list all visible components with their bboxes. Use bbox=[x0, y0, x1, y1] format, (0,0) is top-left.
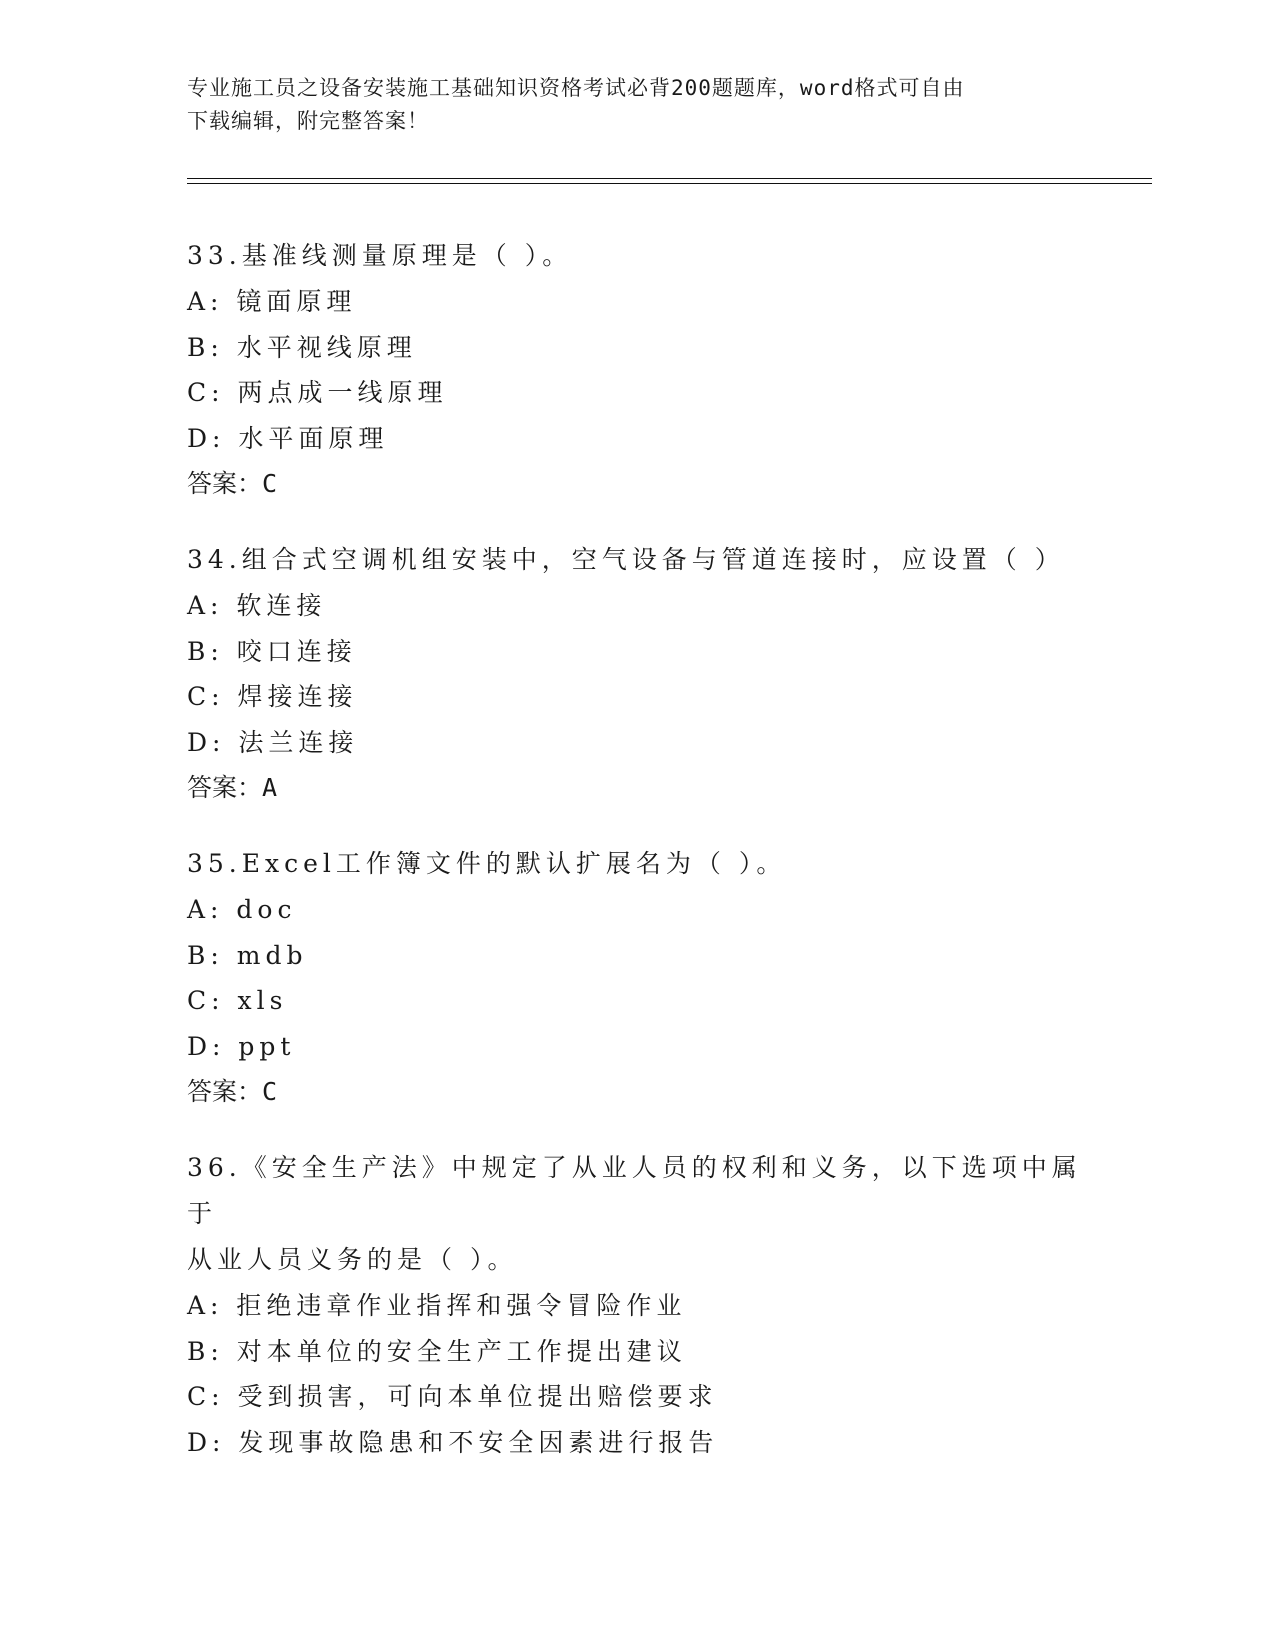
answer-value: A bbox=[262, 773, 278, 802]
header-divider-top bbox=[187, 178, 1152, 179]
answer-label: 答案： bbox=[187, 469, 263, 498]
question-text-line-2: 从业人员义务的是（ ）。 bbox=[187, 1245, 518, 1274]
question-35 bbox=[187, 841, 1087, 1114]
option-b: B: 咬口连接 bbox=[187, 636, 357, 666]
answer-value: C bbox=[262, 469, 278, 498]
question-text: 35.Excel工作簿文件的默认扩展名为（ ）。 bbox=[187, 849, 787, 878]
option-c: C: 两点成一线原理 bbox=[187, 378, 448, 407]
document-header bbox=[187, 72, 1087, 138]
option-b: B: 对本单位的安全生产工作提出建议 bbox=[187, 1336, 687, 1366]
question-text: 33.基准线测量原理是（ ）。 bbox=[187, 241, 573, 270]
option-c: C: xls bbox=[187, 986, 288, 1015]
answer-label: 答案： bbox=[187, 1077, 263, 1106]
option-d: D: 法兰连接 bbox=[187, 727, 359, 757]
question-text: 34.组合式空调机组安装中，空气设备与管道连接时，应设置（ ） bbox=[187, 545, 1065, 574]
option-a: A: 镜面原理 bbox=[187, 287, 357, 316]
option-a: A: 软连接 bbox=[187, 591, 327, 620]
answer-label: 答案： bbox=[187, 773, 263, 802]
option-d: D: ppt bbox=[187, 1031, 296, 1061]
option-c: C: 焊接连接 bbox=[187, 682, 358, 711]
option-d: D: 水平面原理 bbox=[187, 423, 389, 453]
answer-line bbox=[187, 765, 1087, 810]
option-a: A: 拒绝违章作业指挥和强令冒险作业 bbox=[187, 1291, 687, 1320]
header-line-2: 下载编辑，附完整答案！ bbox=[187, 109, 429, 133]
question-33 bbox=[187, 233, 1087, 506]
header-divider-bottom bbox=[187, 183, 1152, 184]
question-36 bbox=[187, 1145, 1087, 1465]
option-a: A: doc bbox=[187, 895, 297, 924]
option-c: C: 受到损害，可向本单位提出赔偿要求 bbox=[187, 1382, 718, 1411]
answer-line bbox=[187, 1069, 1087, 1114]
question-text-line-1: 36.《安全生产法》中规定了从业人员的权利和义务，以下选项中属于 bbox=[187, 1153, 1082, 1228]
answer-line bbox=[187, 461, 1087, 506]
question-34 bbox=[187, 537, 1087, 810]
answer-value: C bbox=[262, 1077, 278, 1106]
header-line-1: 专业施工员之设备安装施工基础知识资格考试必背200题题库，word格式可自由 bbox=[187, 76, 965, 100]
question-list bbox=[187, 233, 1087, 1496]
option-b: B: 水平视线原理 bbox=[187, 332, 417, 362]
option-b: B: mdb bbox=[187, 940, 308, 970]
option-d: D: 发现事故隐患和不安全因素进行报告 bbox=[187, 1427, 719, 1457]
